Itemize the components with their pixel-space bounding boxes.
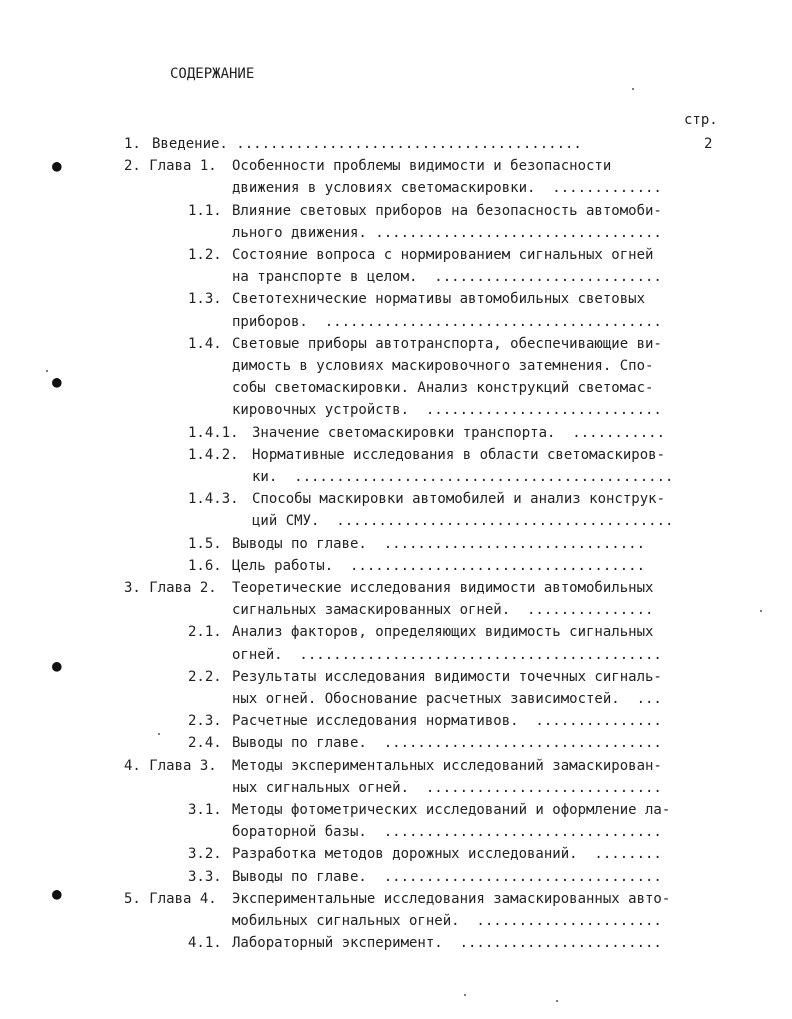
toc-entry-text: Цель работы. ................................... (232, 557, 646, 574)
toc-entry-continuation (0, 910, 792, 933)
toc-entry-continuation (0, 466, 792, 489)
toc-entry-text: Состояние вопроса с нормированием сигнальных огней (232, 247, 654, 263)
scan-speck (556, 1000, 558, 1002)
toc-entry-text: огней. ........................................... (232, 646, 662, 663)
toc-entry (0, 488, 792, 511)
toc-entry (0, 422, 792, 445)
toc-entry-text: Теоретические исследования видимости автомобильных (232, 580, 654, 596)
toc-entry (0, 133, 792, 156)
toc-entry-text: Значение светомаскировки транспорта. ........... (252, 424, 666, 441)
toc-entry-number: 3.1. (188, 802, 222, 818)
toc-entry-number: 1.6. (188, 557, 222, 574)
toc-entry-number: 3. Глава 2. (124, 580, 217, 596)
toc-entry-continuation (0, 510, 792, 533)
toc-entry (0, 884, 792, 911)
toc-entry-text: Лабораторный эксперимент. ........................ (232, 935, 662, 952)
toc-entry-text: ций СМУ. ........................................ (252, 513, 674, 530)
toc-entry (0, 533, 792, 556)
toc-entry-text: Светотехнические нормативы автомобильных световых (232, 291, 646, 308)
toc-entry-continuation (0, 599, 792, 622)
toc-entry-continuation (0, 311, 792, 334)
margin-mark: ● (52, 156, 62, 175)
toc-entry-continuation (0, 222, 792, 245)
toc-entry (0, 866, 792, 889)
toc-entry-text: Особенности проблемы видимости и безопасности (232, 158, 612, 175)
toc-entry-text: движения в условиях светомаскировки. ............. (232, 180, 662, 197)
toc-entry (0, 555, 792, 578)
toc-entry-text: на транспорте в целом. ........................... (232, 269, 662, 286)
scan-speck (46, 370, 48, 372)
toc-entry-number: 5. Глава 4. (124, 890, 217, 907)
toc-entry-number: 1.3. (188, 291, 222, 308)
toc-entry-continuation (0, 644, 792, 667)
toc-entry-text: Методы экспериментальных исследований замаскирован- (232, 757, 662, 774)
toc-entry-text: димость в условиях маскировочного затемнения. Спо- (232, 358, 654, 374)
toc-entry-number: 1.1. (188, 202, 222, 219)
page-column-label: стр. (684, 112, 718, 128)
toc-entry-number: 2.2. (188, 668, 222, 685)
toc-entry-number: 2.4. (188, 735, 222, 752)
toc-entry-text: приборов. ........................................ (232, 313, 662, 330)
toc-entry-text: кировочных устройств. ............................ (232, 402, 662, 419)
toc-entry-text: ных сигнальных огней. ............................ (232, 779, 662, 796)
toc-entry-text: льного движения. .................................. (232, 224, 662, 241)
toc-entry-number: 2.1. (188, 624, 222, 641)
toc-entry-text: Анализ факторов, определяющих видимость сигнальных (232, 624, 654, 641)
toc-entry-number: 1.5. (188, 535, 222, 552)
toc-entry-number: 3.2. (188, 846, 222, 863)
toc-entry-number: 1.4.3. (188, 491, 239, 508)
toc-entry-text: Выводы по главе. ............................... (232, 535, 646, 552)
toc-entry (0, 621, 792, 644)
toc-entry-continuation (0, 377, 792, 400)
toc-entry-text: Выводы по главе. ................................. (232, 735, 662, 752)
toc-entry-text: ных огней. Обоснование расчетных зависимостей. ... (232, 691, 662, 707)
toc-entry-text: Световые приборы автотранспорта, обеспечивающие ви- (232, 335, 662, 352)
toc-entry-continuation (0, 821, 792, 844)
toc-entry-continuation (0, 688, 792, 711)
toc-entry (0, 200, 792, 223)
toc-entry-continuation (0, 777, 792, 800)
toc-entry (0, 932, 792, 955)
toc-entry (0, 155, 792, 178)
toc-entry (0, 288, 792, 311)
toc-entry (0, 755, 792, 778)
toc-entry (0, 244, 792, 267)
toc-entry-number: 4.1. (188, 935, 222, 952)
toc-entry-text: сигнальных замаскированных огней. ............... (232, 602, 654, 619)
toc-entry-number: 1. (124, 136, 141, 152)
toc-entry-text: Нормативные исследования в области светомаскиров- (252, 446, 666, 463)
toc-entry-text: Выводы по главе. ................................. (232, 868, 662, 885)
toc-entry (0, 732, 792, 755)
margin-mark: ● (52, 884, 62, 903)
scan-speck (760, 610, 762, 612)
toc-entry-text: Введение. ......................................... (152, 136, 582, 152)
toc-entry-number: 1.4. (188, 335, 222, 352)
toc-entry-text: собы светомаскировки. Анализ конструкций светомас- (232, 380, 654, 397)
toc-entry-number: 2.3. (188, 713, 222, 730)
toc-entry-number: 2. Глава 1. (124, 158, 217, 175)
toc-entry (0, 444, 792, 467)
scan-speck (464, 994, 466, 996)
toc-entry-text: Разработка методов дорожных исследований. ........ (232, 846, 662, 863)
toc-entry-continuation (0, 399, 792, 422)
toc-entry-text: Методы фотометрических исследований и оформление ла- (232, 802, 671, 818)
toc-entry-number: 4. Глава 3. (124, 757, 217, 774)
page-title: СОДЕРЖАНИЕ (170, 66, 255, 82)
margin-mark: ● (52, 372, 62, 391)
margin-mark: ● (52, 656, 62, 675)
toc-entry-text: Расчетные исследования нормативов. ............... (232, 713, 662, 730)
toc-entry (0, 333, 792, 356)
toc-entry-text: бораторной базы. ................................. (232, 824, 662, 841)
toc-entry-number: 1.2. (188, 247, 222, 263)
toc-entry-continuation (0, 177, 792, 200)
toc-entry-text: ки. ............................................. (252, 469, 674, 485)
scan-speck (158, 733, 160, 735)
toc-entry-continuation (0, 355, 792, 378)
toc-entry-number: 1.4.2. (188, 446, 239, 463)
toc-entry-text: Способы маскировки автомобилей и анализ конструк- (252, 491, 666, 508)
toc-entry-text: Влияние световых приборов на безопасность автомоби- (232, 202, 662, 219)
toc-entry-number: 1.4.1. (188, 424, 239, 441)
toc-entry-text: Экспериментальные исследования замаскированных авто- (232, 890, 671, 907)
toc-entry-page: 2 (704, 136, 713, 152)
toc-entry (0, 666, 792, 689)
toc-entry-text: Результаты исследования видимости точечных сигналь- (232, 668, 662, 685)
toc-entry-continuation (0, 266, 792, 289)
toc-entry (0, 843, 792, 866)
toc-entry (0, 577, 792, 600)
scan-speck (632, 88, 634, 90)
toc-entry-text: мобильных сигнальных огней. ...................... (232, 913, 662, 929)
toc-entry (0, 799, 792, 822)
toc-entry (0, 710, 792, 733)
toc-entry-number: 3.3. (188, 868, 222, 885)
